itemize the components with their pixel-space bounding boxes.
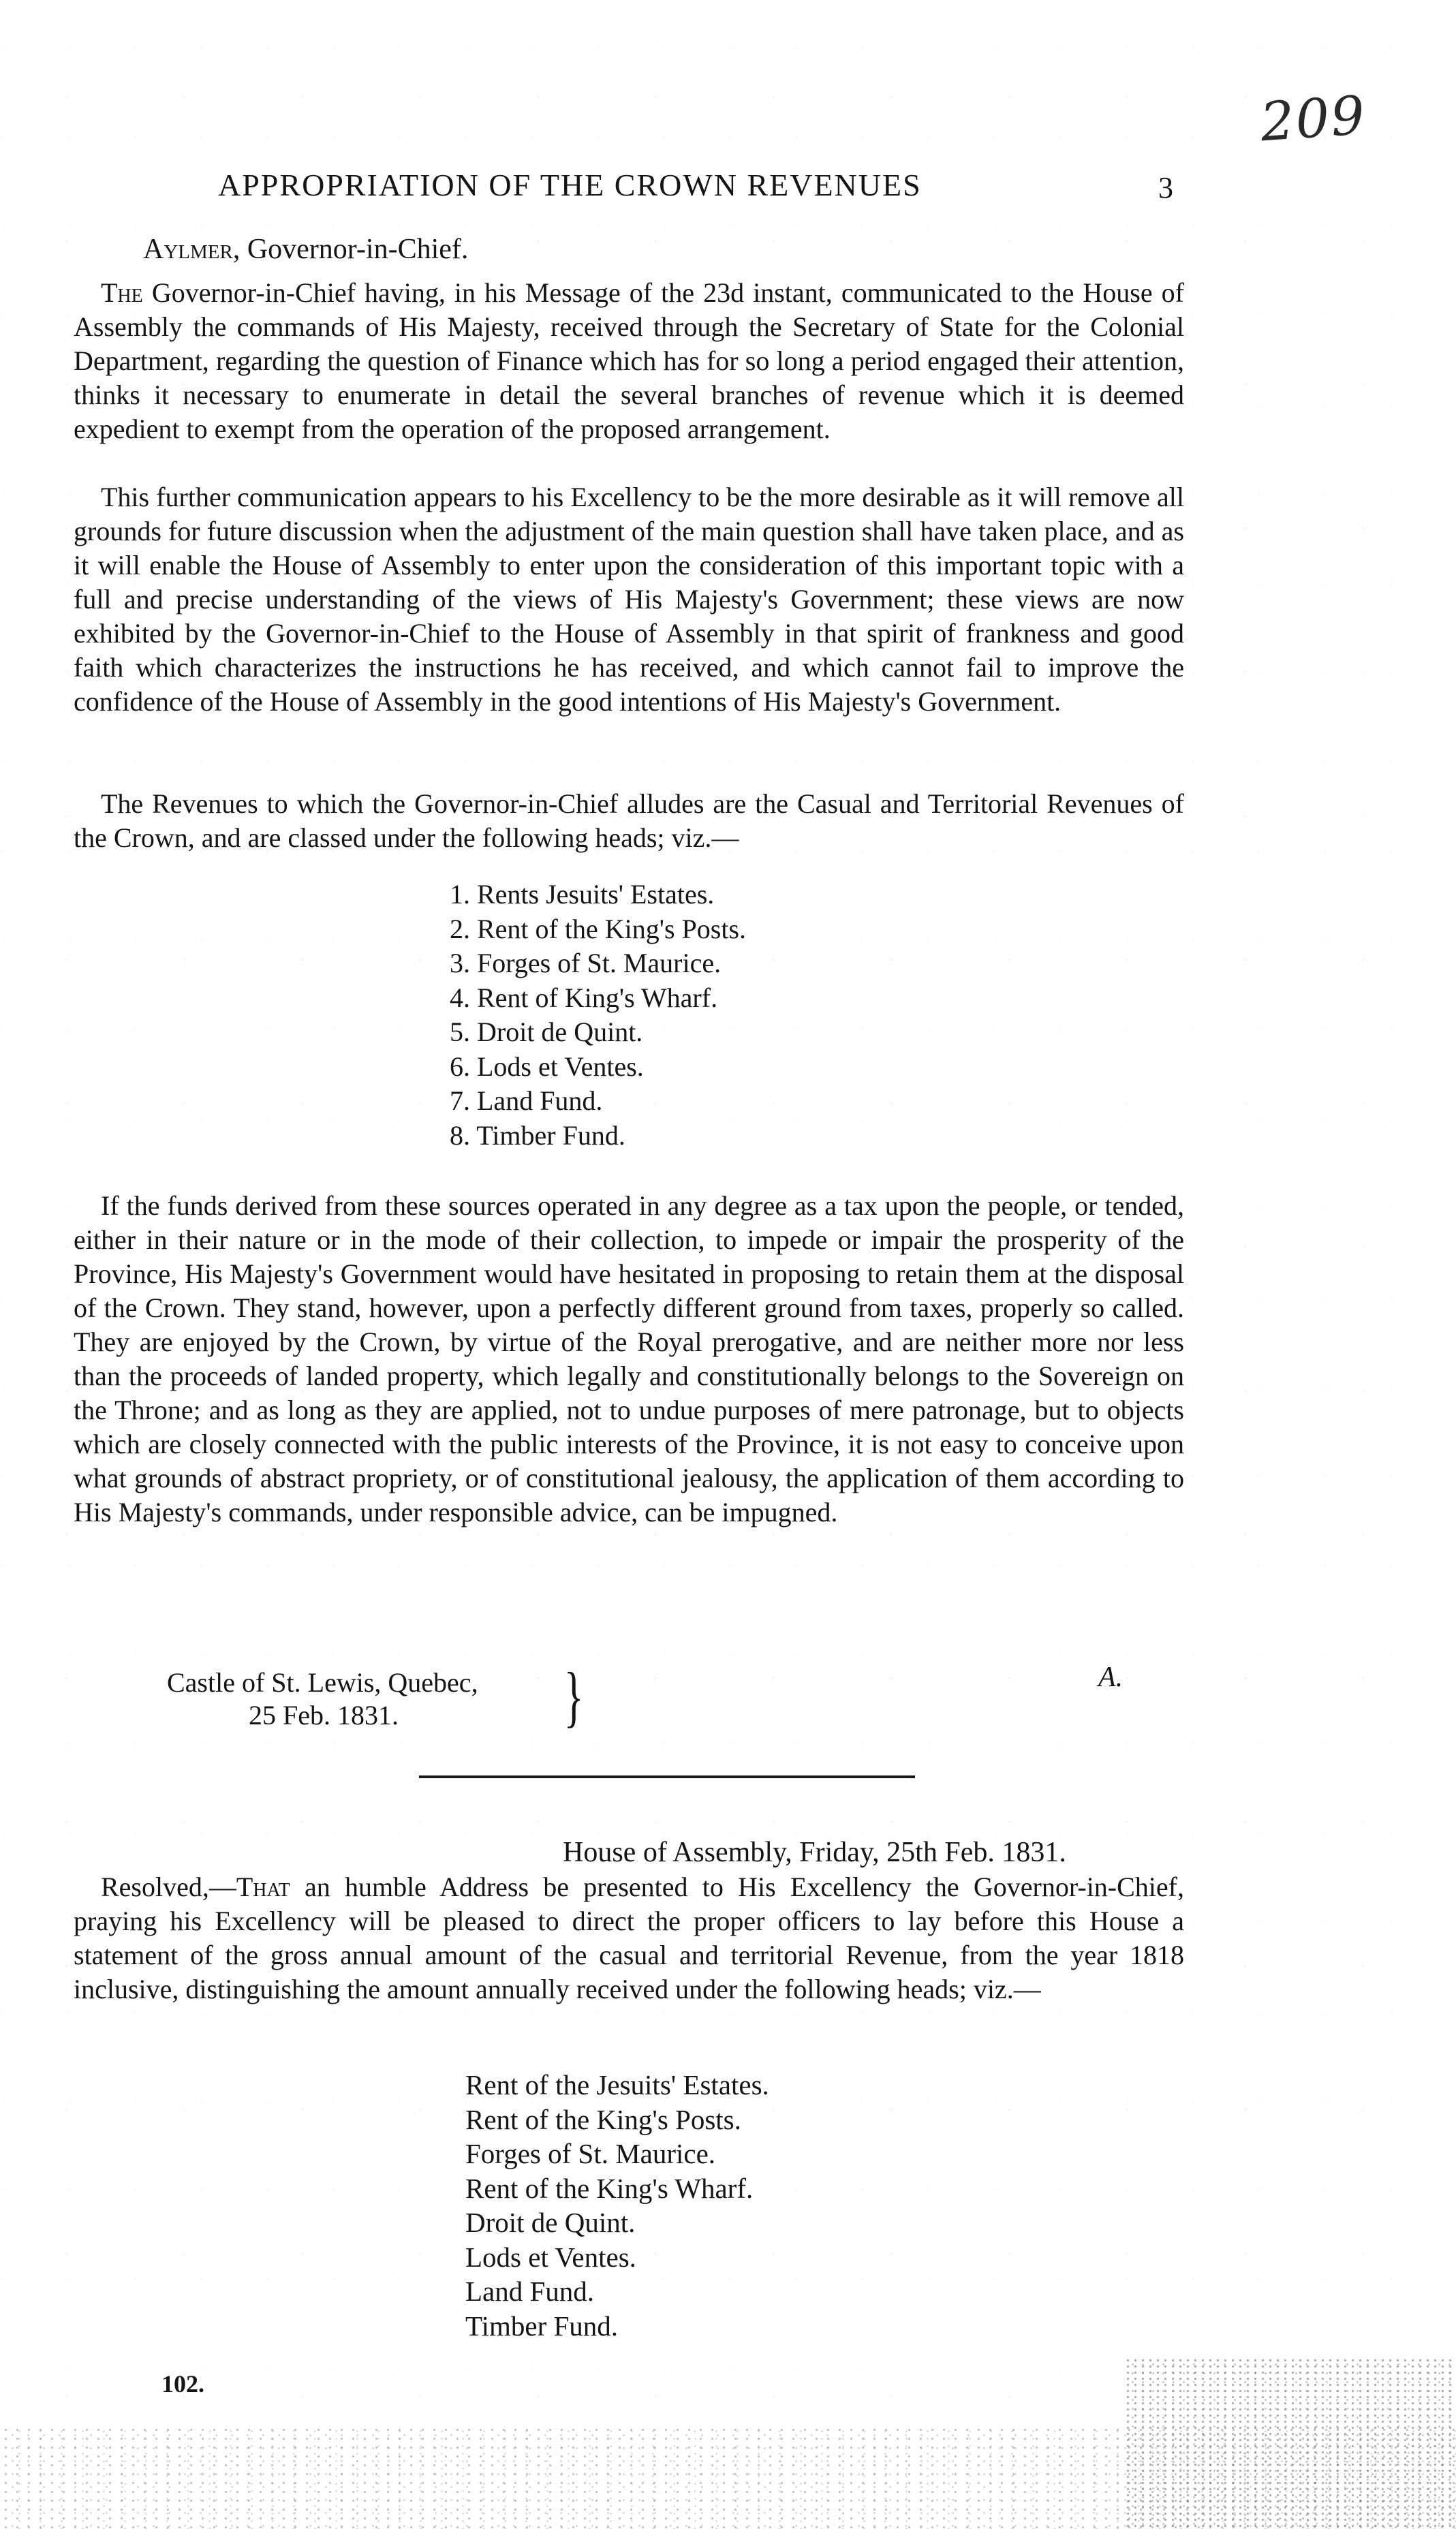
- paragraph-revenues: [74, 787, 1184, 855]
- list-item: Timber Fund.: [465, 2310, 619, 2342]
- author-name: Aylmer: [143, 234, 233, 265]
- list-item: Droit de Quint.: [465, 2207, 636, 2238]
- paragraph-body: This further communication appears to his Excellency to be the more desirable as it will remove all grounds for future discussion when the adjustment of the main question shall have taken place, and as it will enable the House of Assembly to enter upon the consideration of this important topic with a full and precise understanding of the views of His Majesty's Government; these views are now exhibited by the Governor-in-Chief to the House of Assembly in that spirit of frankness and good faith which characterizes the instructions he has received, and which cannot fail to improve the confidence of the House of Assembly in the good intentions of His Majesty's Government.: [74, 482, 1184, 717]
- resolution-heads-list: [465, 2068, 769, 2343]
- resolution-dateline: House of Assembly, Friday, 25th Feb. 1831.: [563, 1837, 1066, 1868]
- section-divider: [419, 1775, 915, 1778]
- list-item: 7. Land Fund.: [450, 1085, 603, 1116]
- list-item: 4. Rent of King's Wharf.: [450, 982, 718, 1013]
- brace-glyph: }: [563, 1658, 584, 1734]
- list-item: 6. Lods et Ventes.: [450, 1051, 644, 1082]
- list-item: 5. Droit de Quint.: [450, 1017, 643, 1047]
- running-header: APPROPRIATION OF THE CROWN REVENUES: [218, 168, 922, 202]
- list-item: 1. Rents Jesuits' Estates.: [450, 879, 715, 910]
- list-item: Rent of the Jesuits' Estates.: [465, 2069, 769, 2100]
- list-item: Land Fund.: [465, 2276, 595, 2307]
- sheet-signature-mark: 102.: [161, 2370, 204, 2398]
- paragraph-body: If the funds derived from these sources operated in any degree as a tax upon the people, or tended, either in their nature or in the mode of their collection, to impede or impair the prosperity of the Province, His Majesty's Government would have hesitated in proposing to retain them at the disposal of the Crown. They stand, however, upon a perfectly different ground from taxes, properly so called. They are enjoyed by the Crown, by virtue of the Royal prerogative, and are neither more nor less than the proceeds of landed property, which legally and constitutionally belongs to the Sovereign on the Throne; and as long as they are applied, not to undue purposes of mere patronage, but to objects which are closely connected with the public interests of the Province, it is not easy to conceive upon what grounds of abstract propriety, or of constitutional jealousy, the application of them according to His Majesty's commands, under responsible advice, can be impugned.: [74, 1190, 1184, 1527]
- list-item: 2. Rent of the King's Posts.: [450, 913, 746, 944]
- paragraph-resolution: [74, 1870, 1184, 2006]
- paragraph-body: Governor-in-Chief having, in his Message of the 23d instant, communicated to the House of Assembly the commands of His Majesty, received through the Secretary of State for the Colonial Department, regarding the question of Finance which has for so long a period engaged their attention, thinks it necessary to enumerate in detail the several branches of revenue which it is deemed expedient to exempt from the operation of the proposed arrangement.: [74, 277, 1184, 444]
- paragraph-body: The Revenues to which the Governor-in-Chief alludes are the Casual and Territorial Revenues of the Crown, and are classed under the following heads; viz.—: [74, 788, 1184, 853]
- author-title: , Governor-in-Chief.: [232, 234, 469, 265]
- scan-noise-bottom: [0, 2425, 1456, 2529]
- paragraph-lead: The: [101, 277, 143, 308]
- paragraph-message: [74, 276, 1184, 446]
- resolution-lead: Resolved,—: [101, 1872, 236, 1902]
- list-item: 8. Timber Fund.: [450, 1119, 625, 1151]
- paragraph-communication: [74, 480, 1184, 719]
- revenue-heads-list: [450, 878, 746, 1153]
- list-item: Rent of the King's Posts.: [465, 2103, 741, 2135]
- signature-date: 25 Feb. 1831.: [249, 1700, 399, 1731]
- handwritten-folio-number: 209: [1258, 84, 1368, 154]
- resolution-body: an humble Address be presented to His Excellency the Governor-in-Chief, praying his Excellency will be pleased to direct the proper officers to lay before this House a statement of the gross annual amount of the casual and territorial Revenue, from the year 1818 inclusive, distinguishing the amount annually received under the following heads; viz.—: [74, 1872, 1184, 2004]
- list-item: 3. Forges of St. Maurice.: [450, 948, 722, 978]
- list-item: Lods et Ventes.: [465, 2241, 636, 2273]
- paragraph-funds: [74, 1189, 1184, 1530]
- list-item: Rent of the King's Wharf.: [465, 2172, 754, 2204]
- author-line: [143, 233, 468, 266]
- signature-initial: A.: [1098, 1662, 1124, 1693]
- list-item: Forges of St. Maurice.: [465, 2138, 716, 2169]
- signature-place-date: [167, 1666, 478, 1732]
- signature-place: Castle of St. Lewis, Quebec,: [167, 1667, 478, 1698]
- resolution-lead-smallcaps: That: [236, 1872, 290, 1902]
- scan-noise-corner: [1124, 2357, 1456, 2529]
- page-number: 3: [1158, 171, 1173, 204]
